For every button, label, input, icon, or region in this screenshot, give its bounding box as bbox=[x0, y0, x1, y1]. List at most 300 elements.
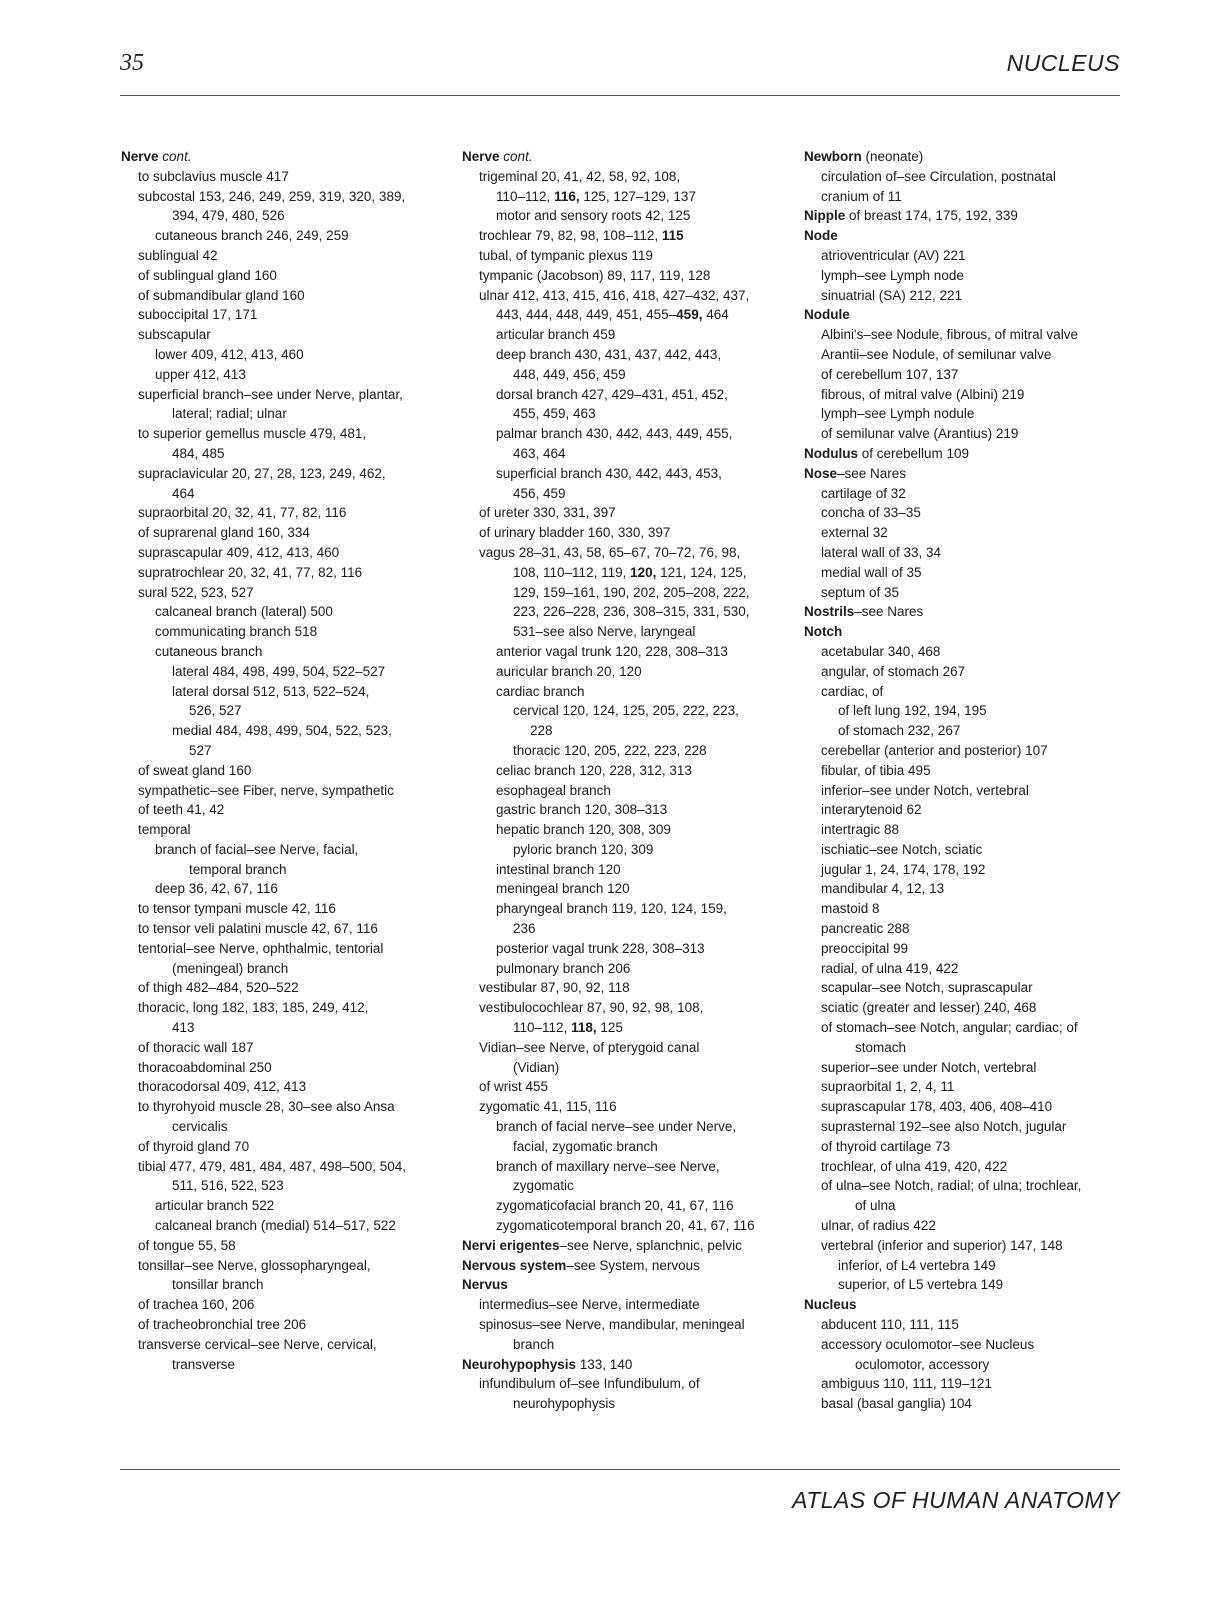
entry-text: pyloric branch 120, 309 bbox=[513, 841, 654, 857]
index-subentry bbox=[121, 365, 446, 385]
entry-text: intestinal branch 120 bbox=[496, 861, 621, 877]
index-subentry bbox=[121, 860, 446, 880]
index-subentry bbox=[462, 1394, 787, 1414]
entry-text: of wrist 455 bbox=[479, 1079, 549, 1095]
index-subentry bbox=[804, 1355, 1124, 1375]
entry-text: pharyngeal branch 119, 120, 124, 159, bbox=[496, 901, 727, 917]
entry-text: 526, 527 bbox=[189, 703, 242, 719]
index-subentry bbox=[804, 662, 1124, 682]
entry-text: scapular–see Notch, suprascapular bbox=[821, 980, 1033, 996]
index-subentry bbox=[121, 800, 446, 820]
entry-text: cervical 120, 124, 125, 205, 222, 223, bbox=[513, 703, 739, 719]
entry-text: –see Nares bbox=[854, 604, 924, 620]
entry-text: celiac branch 120, 228, 312, 313 bbox=[496, 762, 692, 778]
entry-text: 133, 140 bbox=[576, 1356, 633, 1372]
entry-text: of trachea 160, 206 bbox=[138, 1297, 255, 1313]
entry-text: mastoid 8 bbox=[821, 901, 880, 917]
index-subentry bbox=[804, 1315, 1124, 1335]
entry-text: stomach bbox=[855, 1039, 907, 1055]
index-subentry bbox=[462, 879, 787, 899]
index-subentry bbox=[462, 1137, 787, 1157]
entry-text: Nerve bbox=[462, 149, 500, 164]
entry-text: supratrochlear 20, 32, 41, 77, 82, 116 bbox=[138, 564, 363, 580]
index-subentry bbox=[804, 1058, 1124, 1078]
entry-text: tentorial–see Nerve, ophthalmic, tentorial bbox=[138, 940, 384, 956]
index-subentry bbox=[462, 1196, 787, 1216]
entry-text: 448, 449, 456, 459 bbox=[513, 366, 626, 382]
entry-text: suboccipital 17, 171 bbox=[138, 307, 258, 323]
index-subentry bbox=[121, 266, 446, 286]
entry-text: lateral 484, 498, 499, 504, 522–527 bbox=[172, 663, 386, 679]
entry-text: gastric branch 120, 308–313 bbox=[496, 802, 668, 818]
entry-text: ulnar, of radius 422 bbox=[821, 1218, 936, 1234]
entry-text: to superior gemellus muscle 479, 481, bbox=[138, 426, 367, 442]
entry-text: external 32 bbox=[821, 525, 888, 541]
index-subentry bbox=[121, 602, 446, 622]
index-subentry bbox=[804, 781, 1124, 801]
entry-text: tympanic (Jacobson) 89, 117, 119, 128 bbox=[479, 267, 711, 283]
entry-text: vagus 28–31, 43, 58, 65–67, 70–72, 76, 98, bbox=[479, 544, 741, 560]
entry-text: 228 bbox=[530, 723, 553, 739]
index-subentry bbox=[121, 899, 446, 919]
entry-text: 443, 444, 448, 449, 451, 455– bbox=[496, 307, 677, 323]
entry-text: of thyroid cartilage 73 bbox=[821, 1138, 951, 1154]
entry-text: Albini's–see Nodule, fibrous, of mitral valve bbox=[821, 327, 1078, 343]
entry-text: transverse cervical–see Nerve, cervical, bbox=[138, 1336, 377, 1352]
entry-text: Nodule bbox=[804, 307, 850, 323]
index-subentry bbox=[462, 385, 787, 405]
index-subentry bbox=[804, 365, 1124, 385]
index-heading-entry bbox=[804, 147, 1124, 167]
entry-text: fibrous, of mitral valve (Albini) 219 bbox=[821, 386, 1025, 402]
entry-text: concha of 33–35 bbox=[821, 505, 921, 521]
index-subentry bbox=[462, 424, 787, 444]
entry-text: inferior–see under Notch, vertebral bbox=[821, 782, 1029, 798]
entry-text: accessory oculomotor–see Nucleus bbox=[821, 1336, 1035, 1352]
index-subentry bbox=[462, 345, 787, 365]
entry-text: of thoracic wall 187 bbox=[138, 1039, 254, 1055]
index-subentry bbox=[462, 1157, 787, 1177]
entry-text: –see System, nervous bbox=[566, 1257, 700, 1273]
index-subentry bbox=[121, 246, 446, 266]
index-subentry bbox=[462, 800, 787, 820]
entry-text: zygomatic 41, 115, 116 bbox=[479, 1099, 617, 1115]
entry-text: tubal, of tympanic plexus 119 bbox=[479, 247, 653, 263]
entry-text: acetabular 340, 468 bbox=[821, 643, 941, 659]
entry-text: subscapular bbox=[138, 327, 211, 343]
entry-text: abducent 110, 111, 115 bbox=[821, 1317, 959, 1333]
index-subentry bbox=[121, 919, 446, 939]
entry-text: cranium of 11 bbox=[821, 188, 902, 204]
index-subentry bbox=[462, 1038, 787, 1058]
index-heading-entry bbox=[462, 1355, 787, 1375]
entry-text: 455, 459, 463 bbox=[513, 406, 596, 422]
entry-text: of ureter 330, 331, 397 bbox=[479, 505, 616, 521]
index-subentry bbox=[462, 622, 787, 642]
index-subentry bbox=[121, 167, 446, 187]
index-subentry bbox=[804, 1097, 1124, 1117]
index-subentry bbox=[121, 404, 446, 424]
index-heading-entry bbox=[804, 622, 1124, 642]
header-rule bbox=[120, 95, 1120, 96]
index-subentry bbox=[462, 860, 787, 880]
entry-text: jugular 1, 24, 174, 178, 192 bbox=[821, 861, 986, 877]
entry-text: –see Nerve, splanchnic, pelvic bbox=[559, 1237, 742, 1253]
index-subentry bbox=[121, 1315, 446, 1335]
index-heading-entry bbox=[804, 464, 1124, 484]
entry-text: articular branch 459 bbox=[496, 327, 616, 343]
entry-text: lateral dorsal 512, 513, 522–524, bbox=[172, 683, 370, 699]
index-subentry bbox=[804, 583, 1124, 603]
index-subentry bbox=[121, 1196, 446, 1216]
entry-text: Nerve bbox=[121, 149, 159, 164]
entry-text: supraorbital 20, 32, 41, 77, 82, 116 bbox=[138, 505, 347, 521]
entry-text: communicating branch 518 bbox=[155, 624, 318, 640]
entry-text: Vidian–see Nerve, of pterygoid canal bbox=[479, 1039, 700, 1055]
index-subentry bbox=[121, 503, 446, 523]
entry-text: tonsillar–see Nerve, glossopharyngeal, bbox=[138, 1257, 371, 1273]
entry-text: 236 bbox=[513, 921, 536, 937]
entry-text: meningeal branch 120 bbox=[496, 881, 630, 897]
entry-text: sural 522, 523, 527 bbox=[138, 584, 254, 600]
index-subentry bbox=[121, 424, 446, 444]
index-subentry bbox=[804, 246, 1124, 266]
entry-text: suprascapular 178, 403, 406, 408–410 bbox=[821, 1099, 1053, 1115]
entry-text: medial wall of 35 bbox=[821, 564, 922, 580]
index-subentry bbox=[121, 325, 446, 345]
entry-text: thoracodorsal 409, 412, 413 bbox=[138, 1079, 307, 1095]
index-subentry bbox=[804, 1216, 1124, 1236]
entry-text: 125, 127–129, 137 bbox=[579, 188, 696, 204]
index-subentry bbox=[804, 1117, 1124, 1137]
entry-text: of cerebellum 107, 137 bbox=[821, 366, 959, 382]
index-subentry bbox=[804, 1394, 1124, 1414]
index-subentry bbox=[121, 1335, 446, 1355]
index-subentry bbox=[804, 345, 1124, 365]
index-subentry bbox=[804, 1137, 1124, 1157]
entry-text: cardiac, of bbox=[821, 683, 884, 699]
entry-text: neurohypophysis bbox=[513, 1396, 616, 1412]
index-heading-entry bbox=[804, 305, 1124, 325]
index-subentry bbox=[804, 879, 1124, 899]
entry-text: vestibular 87, 90, 92, 118 bbox=[479, 980, 630, 996]
entry-text: interarytenoid 62 bbox=[821, 802, 922, 818]
index-subentry bbox=[121, 1077, 446, 1097]
index-subentry bbox=[121, 662, 446, 682]
index-subentry bbox=[462, 286, 787, 306]
index-subentry bbox=[121, 998, 446, 1018]
entry-text: of ulna–see Notch, radial; of ulna; trochlear, bbox=[821, 1178, 1082, 1194]
index-subentry bbox=[121, 305, 446, 325]
index-subentry bbox=[804, 761, 1124, 781]
entry-text: Nodulus bbox=[804, 445, 858, 461]
entry-text: preoccipital 99 bbox=[821, 940, 909, 956]
index-subentry bbox=[804, 286, 1124, 306]
index-subentry bbox=[121, 1058, 446, 1078]
index-subentry bbox=[462, 305, 787, 325]
index-column-2 bbox=[462, 147, 787, 1414]
index-subentry bbox=[804, 919, 1124, 939]
entry-text: of teeth 41, 42 bbox=[138, 802, 225, 818]
entry-text: cutaneous branch 246, 249, 259 bbox=[155, 228, 349, 244]
index-heading-entry bbox=[462, 147, 787, 167]
index-subentry bbox=[804, 424, 1124, 444]
index-subentry bbox=[121, 1176, 446, 1196]
entry-text: Neurohypophysis bbox=[462, 1356, 577, 1372]
index-subentry bbox=[462, 404, 787, 424]
entry-text: 464 bbox=[172, 485, 195, 501]
entry-text: spinosus–see Nerve, mandibular, meningeal bbox=[479, 1317, 745, 1333]
entry-text: Nervi erigentes bbox=[462, 1237, 560, 1253]
entry-text: ischiatic–see Notch, sciatic bbox=[821, 841, 983, 857]
entry-text: lymph–see Lymph nodule bbox=[821, 406, 975, 422]
entry-text: of sublingual gland 160 bbox=[138, 267, 277, 283]
index-subentry bbox=[121, 1137, 446, 1157]
entry-text: lower 409, 412, 413, 460 bbox=[155, 346, 304, 362]
entry-text: lateral wall of 33, 34 bbox=[821, 544, 942, 560]
entry-text: of suprarenal gland 160, 334 bbox=[138, 525, 310, 541]
entry-text: 125 bbox=[596, 1020, 623, 1036]
index-subentry bbox=[462, 1077, 787, 1097]
entry-text: of sweat gland 160 bbox=[138, 762, 252, 778]
entry-text: basal (basal ganglia) 104 bbox=[821, 1396, 972, 1412]
index-subentry bbox=[804, 266, 1124, 286]
entry-text: lymph–see Lymph node bbox=[821, 267, 964, 283]
entry-text: Nipple bbox=[804, 208, 846, 224]
footer-title: ATLAS OF HUMAN ANATOMY bbox=[792, 1487, 1120, 1513]
index-heading-entry bbox=[462, 1236, 787, 1256]
index-subentry bbox=[121, 464, 446, 484]
index-subentry bbox=[804, 721, 1124, 741]
index-subentry bbox=[804, 484, 1124, 504]
index-subentry bbox=[121, 385, 446, 405]
index-subentry bbox=[121, 761, 446, 781]
entry-text: of thyroid gland 70 bbox=[138, 1138, 250, 1154]
index-subentry bbox=[804, 1256, 1124, 1276]
index-subentry bbox=[121, 781, 446, 801]
index-subentry bbox=[121, 939, 446, 959]
index-subentry bbox=[462, 563, 787, 583]
entry-text: Nose bbox=[804, 465, 838, 481]
entry-text: Nucleus bbox=[804, 1297, 857, 1313]
entry-text: 459, bbox=[676, 307, 703, 323]
index-subentry bbox=[462, 464, 787, 484]
entry-text: tibial 477, 479, 481, 484, 487, 498–500, 504, bbox=[138, 1158, 406, 1174]
entry-text: sympathetic–see Fiber, nerve, sympathetic bbox=[138, 782, 394, 798]
entry-text: pancreatic 288 bbox=[821, 921, 910, 937]
index-subentry bbox=[804, 899, 1124, 919]
index-subentry bbox=[121, 959, 446, 979]
index-subentry bbox=[462, 1374, 787, 1394]
index-subentry bbox=[804, 523, 1124, 543]
index-subentry bbox=[462, 444, 787, 464]
entry-text: trochlear 79, 82, 98, 108–112, bbox=[479, 228, 662, 244]
index-subentry bbox=[804, 1374, 1124, 1394]
entry-text: of stomach 232, 267 bbox=[838, 723, 961, 739]
entry-text: radial, of ulna 419, 422 bbox=[821, 960, 959, 976]
index-heading-entry bbox=[462, 1275, 787, 1295]
entry-text: palmar branch 430, 442, 443, 449, 455, bbox=[496, 426, 733, 442]
index-subentry bbox=[121, 721, 446, 741]
index-subentry bbox=[462, 998, 787, 1018]
index-subentry bbox=[462, 543, 787, 563]
index-subentry bbox=[462, 583, 787, 603]
index-subentry bbox=[121, 1216, 446, 1236]
entry-text: 511, 516, 522, 523 bbox=[172, 1178, 284, 1194]
entry-text: suprasternal 192–see also Notch, jugular bbox=[821, 1119, 1067, 1135]
index-subentry bbox=[462, 682, 787, 702]
index-subentry bbox=[121, 642, 446, 662]
index-subentry bbox=[804, 1077, 1124, 1097]
entry-text: of stomach–see Notch, angular; cardiac; of bbox=[821, 1020, 1078, 1036]
entry-text: to subclavius muscle 417 bbox=[138, 168, 289, 184]
index-subentry bbox=[121, 840, 446, 860]
entry-text: mandibular 4, 12, 13 bbox=[821, 881, 945, 897]
index-heading-entry bbox=[121, 147, 446, 167]
index-subentry bbox=[804, 820, 1124, 840]
entry-text: infundibulum of–see Infundibulum, of bbox=[479, 1376, 700, 1392]
index-heading-entry bbox=[804, 444, 1124, 464]
entry-text: oculomotor, accessory bbox=[855, 1356, 990, 1372]
entry-text: calcaneal branch (medial) 514–517, 522 bbox=[155, 1218, 396, 1234]
index-subentry bbox=[462, 1058, 787, 1078]
index-subentry bbox=[462, 781, 787, 801]
index-subentry bbox=[121, 1018, 446, 1038]
index-subentry bbox=[121, 1157, 446, 1177]
entry-text: cervicalis bbox=[172, 1119, 228, 1135]
index-subentry bbox=[462, 978, 787, 998]
index-heading-entry bbox=[804, 1295, 1124, 1315]
index-subentry bbox=[121, 978, 446, 998]
entry-text: trochlear, of ulna 419, 420, 422 bbox=[821, 1158, 1008, 1174]
entry-text: 129, 159–161, 190, 202, 205–208, 222, bbox=[513, 584, 750, 600]
entry-text: anterior vagal trunk 120, 228, 308–313 bbox=[496, 643, 728, 659]
index-subentry bbox=[804, 701, 1124, 721]
entry-text: pulmonary branch 206 bbox=[496, 960, 631, 976]
index-subentry bbox=[804, 1157, 1124, 1177]
index-subentry bbox=[462, 187, 787, 207]
entry-text: superior, of L5 vertebra 149 bbox=[838, 1277, 1004, 1293]
entry-text: of thigh 482–484, 520–522 bbox=[138, 980, 299, 996]
entry-text: subcostal 153, 246, 249, 259, 319, 320, 389, bbox=[138, 188, 406, 204]
index-subentry bbox=[121, 345, 446, 365]
entry-text: calcaneal branch (lateral) 500 bbox=[155, 604, 333, 620]
index-subentry bbox=[804, 978, 1124, 998]
index-subentry bbox=[462, 959, 787, 979]
running-head: NUCLEUS bbox=[1006, 50, 1120, 76]
index-subentry bbox=[462, 226, 787, 246]
index-subentry bbox=[804, 543, 1124, 563]
index-subentry bbox=[804, 1176, 1124, 1196]
index-subentry bbox=[462, 899, 787, 919]
index-subentry bbox=[121, 484, 446, 504]
index-subentry bbox=[121, 879, 446, 899]
entry-text: vestibulocochlear 87, 90, 92, 98, 108, bbox=[479, 1000, 704, 1016]
entry-text: cerebellar (anterior and posterior) 107 bbox=[821, 742, 1048, 758]
entry-text: 108, 110–112, 119, bbox=[513, 564, 631, 580]
entry-text: 531–see also Nerve, laryngeal bbox=[513, 624, 696, 640]
entry-text: 115 bbox=[661, 228, 684, 244]
entry-text: sinuatrial (SA) 212, 221 bbox=[821, 287, 963, 303]
footer-rule bbox=[120, 1469, 1120, 1470]
index-subentry bbox=[804, 1196, 1124, 1216]
index-subentry bbox=[121, 1236, 446, 1256]
page-number: 35 bbox=[120, 50, 144, 76]
entry-text: articular branch 522 bbox=[155, 1198, 275, 1214]
index-subentry bbox=[804, 563, 1124, 583]
entry-text: to thyrohyoid muscle 28, 30–see also Ansa bbox=[138, 1099, 395, 1115]
entry-text: (meningeal) branch bbox=[172, 960, 289, 976]
entry-text: Newborn bbox=[804, 149, 862, 164]
entry-text: of submandibular gland 160 bbox=[138, 287, 305, 303]
entry-text: vertebral (inferior and superior) 147, 148 bbox=[821, 1237, 1063, 1253]
entry-text: temporal branch bbox=[189, 861, 287, 877]
entry-text: superficial branch–see under Nerve, plantar, bbox=[138, 386, 403, 402]
index-subentry bbox=[462, 1117, 787, 1137]
index-subentry bbox=[804, 998, 1124, 1018]
entry-text: circulation of–see Circulation, postnatal bbox=[821, 168, 1056, 184]
index-subentry bbox=[121, 286, 446, 306]
index-subentry bbox=[462, 761, 787, 781]
entry-text: branch of maxillary nerve–see Nerve, bbox=[496, 1158, 720, 1174]
entry-text: hepatic branch 120, 308, 309 bbox=[496, 822, 671, 838]
index-subentry bbox=[804, 325, 1124, 345]
index-subentry bbox=[121, 444, 446, 464]
index-subentry bbox=[462, 840, 787, 860]
entry-text: 394, 479, 480, 526 bbox=[172, 208, 285, 224]
entry-text: 456, 459 bbox=[513, 485, 566, 501]
entry-text: of left lung 192, 194, 195 bbox=[838, 703, 987, 719]
entry-text: cont. bbox=[162, 149, 192, 164]
index-subentry bbox=[804, 959, 1124, 979]
entry-text: 464 bbox=[702, 307, 729, 323]
entry-text: facial, zygomatic branch bbox=[513, 1138, 658, 1154]
entry-text: of cerebellum 109 bbox=[858, 445, 970, 461]
entry-text: esophageal branch bbox=[496, 782, 611, 798]
index-subentry bbox=[462, 246, 787, 266]
index-subentry bbox=[462, 1097, 787, 1117]
index-heading-entry bbox=[462, 1256, 787, 1276]
entry-text: suprascapular 409, 412, 413, 460 bbox=[138, 544, 340, 560]
index-subentry bbox=[121, 583, 446, 603]
entry-text: sublingual 42 bbox=[138, 247, 218, 263]
entry-text: 120, bbox=[630, 564, 657, 580]
index-subentry bbox=[804, 939, 1124, 959]
index-subentry bbox=[462, 503, 787, 523]
index-heading-entry bbox=[804, 226, 1124, 246]
index-subentry bbox=[462, 919, 787, 939]
entry-text: tonsillar branch bbox=[172, 1277, 264, 1293]
entry-text: cartilage of 32 bbox=[821, 485, 906, 501]
entry-text: cont. bbox=[503, 149, 533, 164]
index-subentry bbox=[804, 682, 1124, 702]
index-subentry bbox=[462, 325, 787, 345]
entry-text: ambiguus 110, 111, 119–121 bbox=[821, 1376, 992, 1392]
entry-text: intermedius–see Nerve, intermediate bbox=[479, 1297, 700, 1313]
entry-text: branch bbox=[513, 1336, 555, 1352]
entry-text: auricular branch 20, 120 bbox=[496, 663, 642, 679]
index-subentry bbox=[804, 642, 1124, 662]
index-subentry bbox=[804, 1018, 1124, 1038]
entry-text: supraorbital 1, 2, 4, 11 bbox=[821, 1079, 955, 1095]
entry-text: lateral; radial; ulnar bbox=[172, 406, 287, 422]
entry-text: 121, 124, 125, bbox=[656, 564, 747, 580]
index-column-3 bbox=[804, 147, 1124, 1414]
index-subentry bbox=[804, 1236, 1124, 1256]
entry-text: (neonate) bbox=[861, 149, 924, 164]
entry-text: zygomaticofacial branch 20, 41, 67, 116 bbox=[496, 1198, 734, 1214]
entry-text: deep 36, 42, 67, 116 bbox=[155, 881, 278, 897]
